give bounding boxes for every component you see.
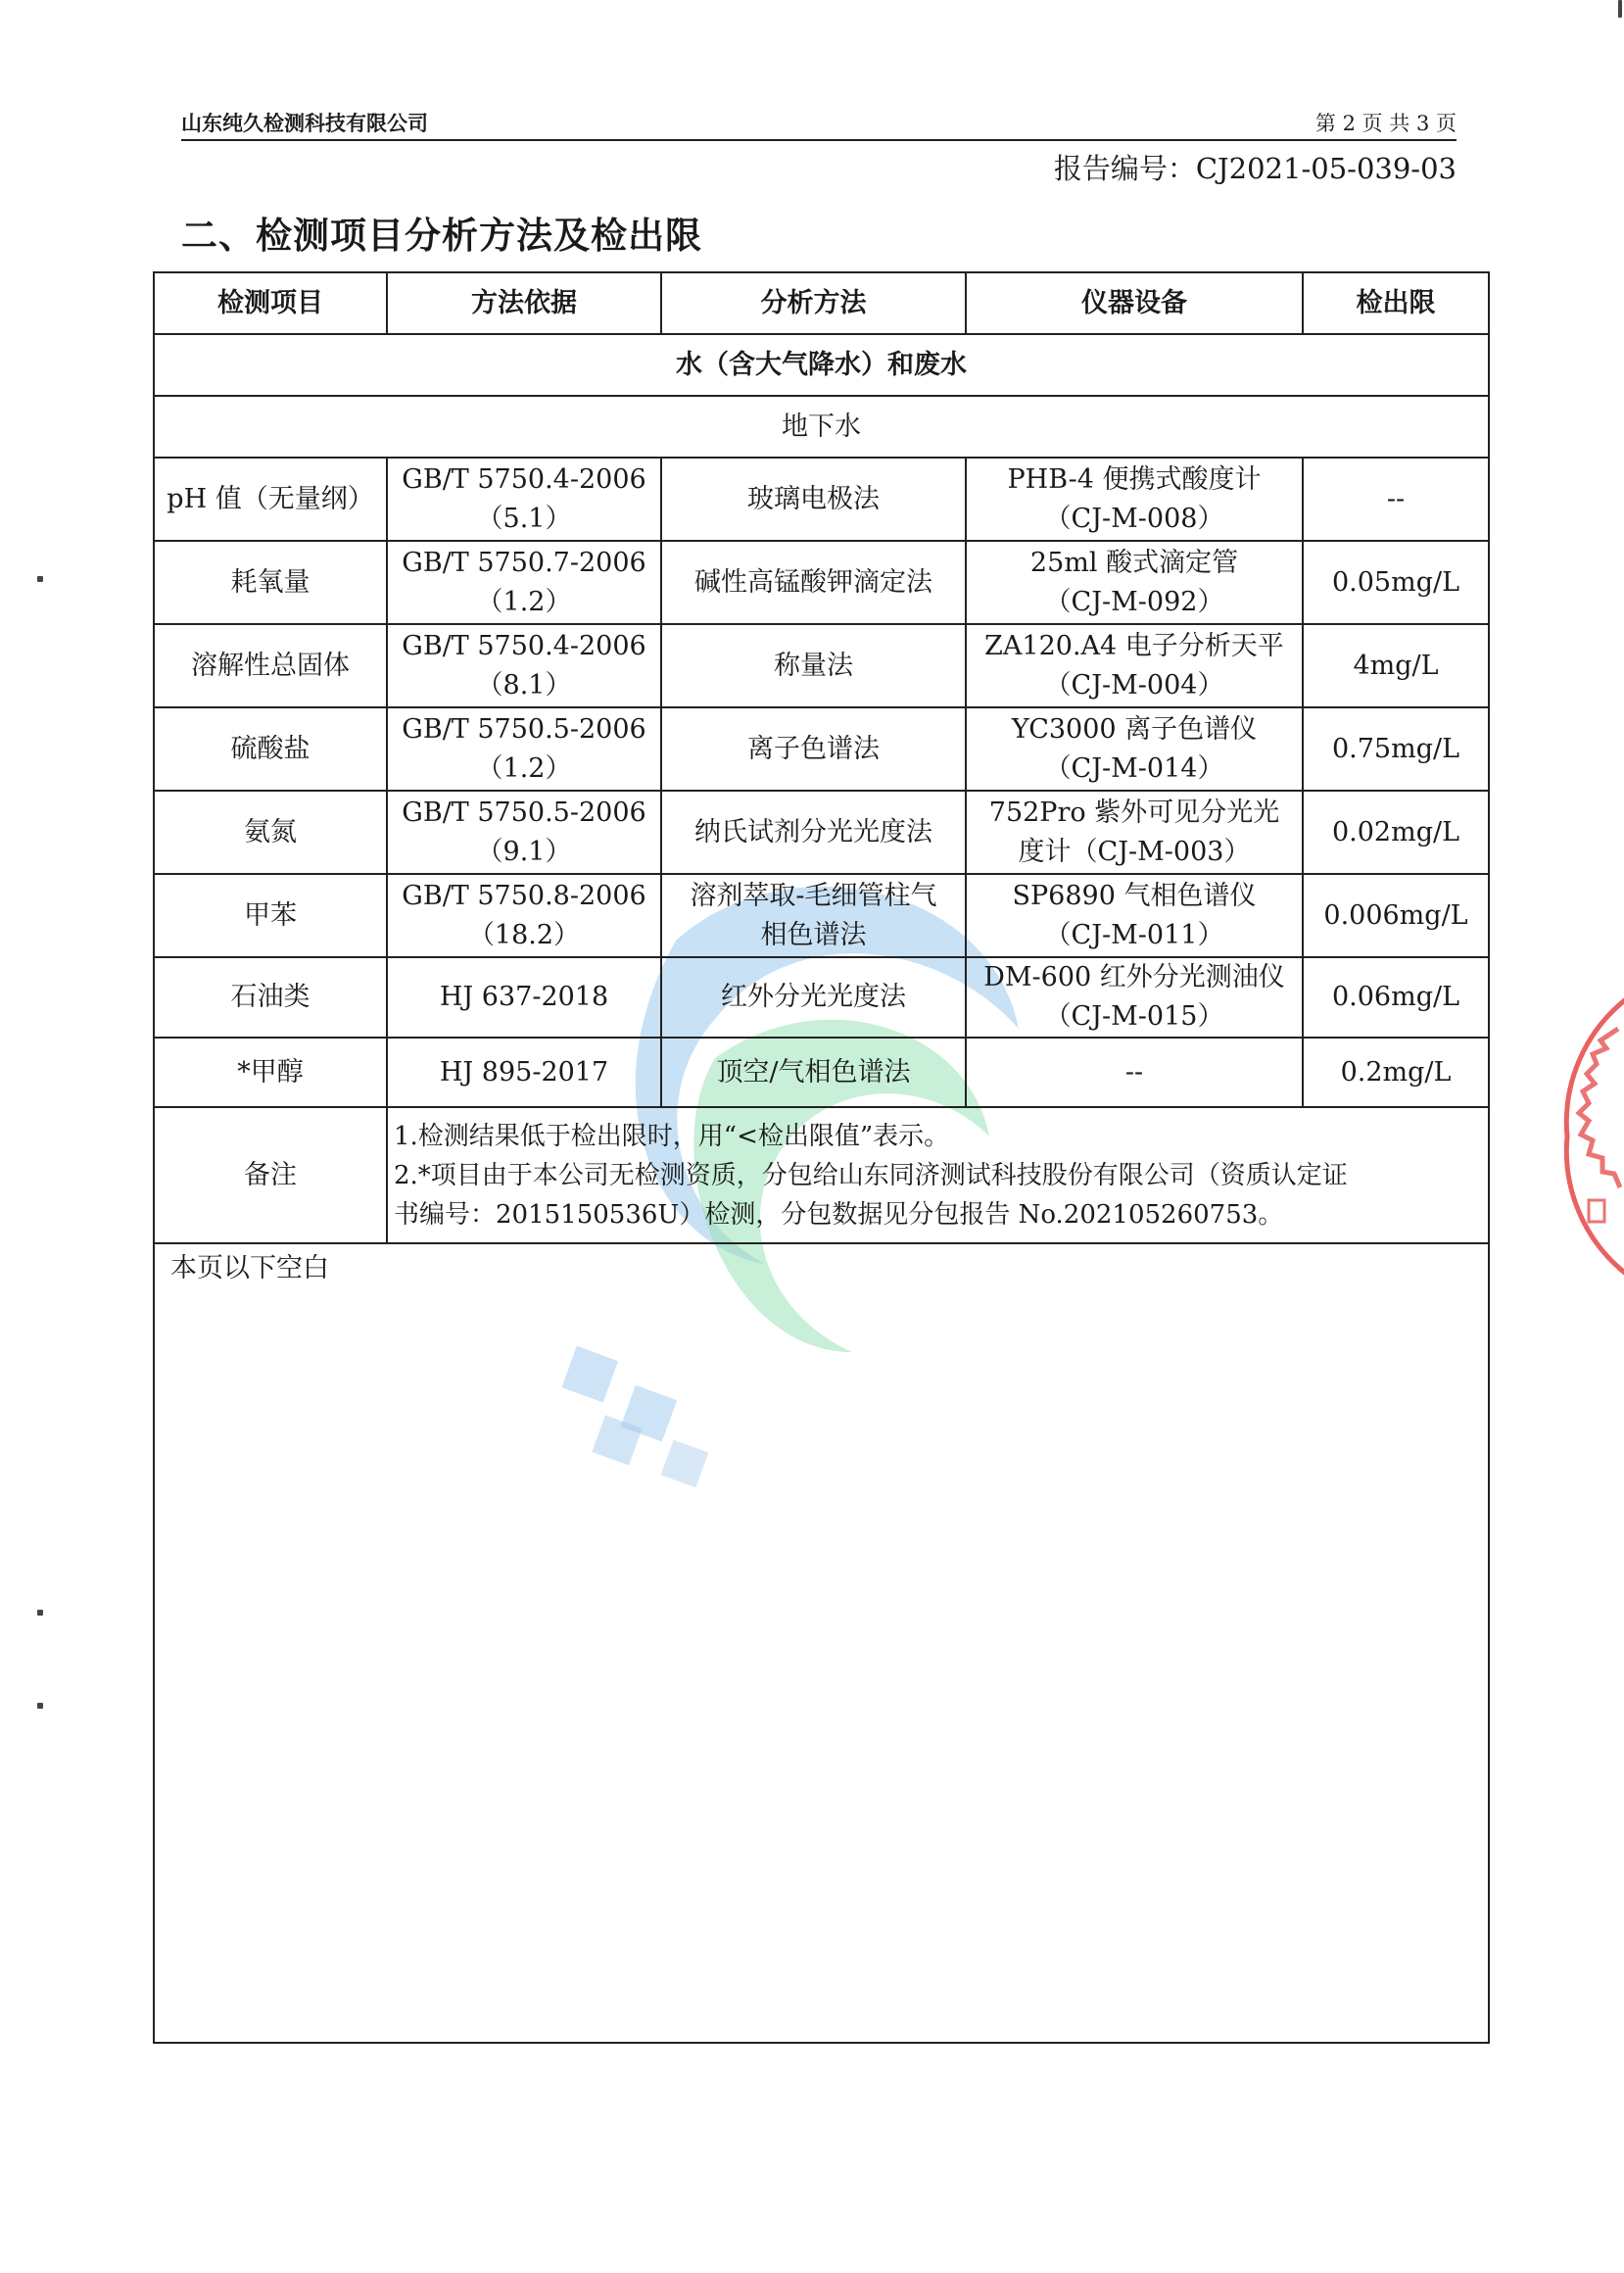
equipment-cell — [966, 957, 1303, 1038]
basis-line: GB/T 5750.5-2006 — [402, 713, 646, 745]
notes-label: 备注 — [154, 1107, 387, 1243]
basis-cell — [387, 458, 661, 541]
equipment-line: 25ml 酸式滴定管 — [1029, 547, 1239, 578]
equipment-cell — [966, 624, 1303, 707]
item-cell: 硫酸盐 — [154, 707, 387, 791]
equipment-line: ZA120.A4 电子分析天平 — [984, 630, 1284, 661]
equipment-cell — [966, 541, 1303, 624]
basis-cell — [387, 874, 661, 957]
basis-cell — [387, 624, 661, 707]
header-equipment: 仪器设备 — [966, 272, 1303, 334]
basis-line: （5.1） — [476, 503, 572, 534]
item-cell: 氨氮 — [154, 791, 387, 874]
table-row — [154, 874, 1489, 957]
scan-mark — [1618, 0, 1622, 18]
header-method: 分析方法 — [661, 272, 966, 334]
limit-cell: -- — [1303, 458, 1489, 541]
subcategory-label: 地下水 — [154, 396, 1489, 458]
scan-mark — [37, 1610, 43, 1616]
scan-mark — [37, 576, 43, 582]
report-number: 报告编号：CJ2021-05-039-03 — [1053, 152, 1457, 185]
limit-cell: 0.2mg/L — [1303, 1038, 1489, 1107]
page-number: 第 2 页 共 3 页 — [1314, 112, 1457, 135]
blank-area — [153, 1240, 1490, 2044]
basis-cell — [387, 707, 661, 791]
equipment-line: （CJ-M-092） — [1044, 586, 1224, 617]
note-line: 2.*项目由于本公司无检测资质，分包给山东同济测试科技股份有限公司（资质认定证 — [394, 1160, 1348, 1190]
item-cell: pH 值（无量纲） — [154, 458, 387, 541]
method-cell: 纳氏试剂分光光度法 — [661, 791, 966, 874]
blank-note: 本页以下空白 — [170, 1253, 329, 1283]
limit-cell: 0.75mg/L — [1303, 707, 1489, 791]
equipment-line: YC3000 离子色谱仪 — [1011, 713, 1258, 745]
basis-line: GB/T 5750.5-2006 — [402, 797, 646, 828]
table-row — [154, 1038, 1489, 1107]
equipment-cell — [966, 458, 1303, 541]
item-cell: *甲醇 — [154, 1038, 387, 1107]
basis-line: （18.2） — [467, 919, 581, 950]
header-basis: 方法依据 — [387, 272, 661, 334]
method-cell: 红外分光光度法 — [661, 957, 966, 1038]
basis-line: GB/T 5750.4-2006 — [402, 463, 646, 495]
section-title: 二、检测项目分析方法及检出限 — [181, 215, 702, 257]
item-cell: 石油类 — [154, 957, 387, 1038]
header-limit: 检出限 — [1303, 272, 1489, 334]
header-divider — [181, 139, 1457, 141]
equipment-line: 度计（CJ-M-003） — [1018, 836, 1251, 867]
method-cell: 玻璃电极法 — [661, 458, 966, 541]
basis-cell: HJ 895-2017 — [387, 1038, 661, 1107]
method-cell: 离子色谱法 — [661, 707, 966, 791]
table-row — [154, 791, 1489, 874]
item-cell: 甲苯 — [154, 874, 387, 957]
equipment-line: PHB-4 便携式酸度计 — [1007, 463, 1262, 495]
basis-line: （8.1） — [476, 669, 572, 701]
table-header-row — [154, 272, 1489, 334]
basis-cell — [387, 791, 661, 874]
method-cell: 顶空/气相色谱法 — [661, 1038, 966, 1107]
category-label: 水（含大气降水）和废水 — [154, 334, 1489, 396]
note-line: 书编号：2015150536U）检测，分包数据见分包报告 No.202105260753。 — [394, 1199, 1284, 1230]
item-cell: 溶解性总固体 — [154, 624, 387, 707]
equipment-line: 752Pro 紫外可见分光光 — [988, 797, 1280, 828]
method-cell: 溶剂萃取-毛细管柱气 相色谱法 — [661, 874, 966, 957]
basis-cell: HJ 637-2018 — [387, 957, 661, 1038]
category-row — [154, 334, 1489, 396]
table-row — [154, 957, 1489, 1038]
item-cell: 耗氧量 — [154, 541, 387, 624]
limit-cell: 0.006mg/L — [1303, 874, 1489, 957]
basis-line: （9.1） — [476, 836, 572, 867]
table-row — [154, 541, 1489, 624]
company-seal-icon — [1557, 990, 1624, 1283]
company-name: 山东纯久检测科技有限公司 — [181, 112, 428, 135]
limit-cell: 0.06mg/L — [1303, 957, 1489, 1038]
table-row — [154, 707, 1489, 791]
equipment-cell: -- — [966, 1038, 1303, 1107]
equipment-cell — [966, 707, 1303, 791]
notes-content — [387, 1107, 1489, 1243]
limit-cell: 4mg/L — [1303, 624, 1489, 707]
table-row — [154, 458, 1489, 541]
table-row — [154, 624, 1489, 707]
basis-line: GB/T 5750.7-2006 — [402, 547, 646, 578]
basis-line: （1.2） — [476, 586, 572, 617]
limit-cell: 0.02mg/L — [1303, 791, 1489, 874]
header-item: 检测项目 — [154, 272, 387, 334]
method-cell: 碱性高锰酸钾滴定法 — [661, 541, 966, 624]
basis-line: （1.2） — [476, 752, 572, 784]
equipment-line: （CJ-M-011） — [1044, 919, 1224, 950]
subcategory-row — [154, 396, 1489, 458]
limit-cell: 0.05mg/L — [1303, 541, 1489, 624]
equipment-cell — [966, 874, 1303, 957]
note-line: 1.检测结果低于检出限时，用“<检出限值”表示。 — [394, 1121, 950, 1151]
equipment-line: （CJ-M-015） — [1044, 1001, 1224, 1032]
notes-row — [154, 1107, 1489, 1243]
scan-mark — [37, 1703, 43, 1709]
equipment-line: （CJ-M-004） — [1044, 669, 1224, 701]
equipment-cell — [966, 791, 1303, 874]
method-cell: 称量法 — [661, 624, 966, 707]
basis-cell — [387, 541, 661, 624]
basis-line: GB/T 5750.8-2006 — [402, 880, 646, 911]
equipment-line: （CJ-M-014） — [1044, 752, 1224, 784]
equipment-line: （CJ-M-008） — [1044, 503, 1224, 534]
equipment-line: DM-600 红外分光测油仪 — [983, 962, 1285, 992]
equipment-line: SP6890 气相色谱仪 — [1012, 880, 1257, 911]
basis-line: GB/T 5750.4-2006 — [402, 630, 646, 661]
detection-table — [153, 271, 1490, 1244]
